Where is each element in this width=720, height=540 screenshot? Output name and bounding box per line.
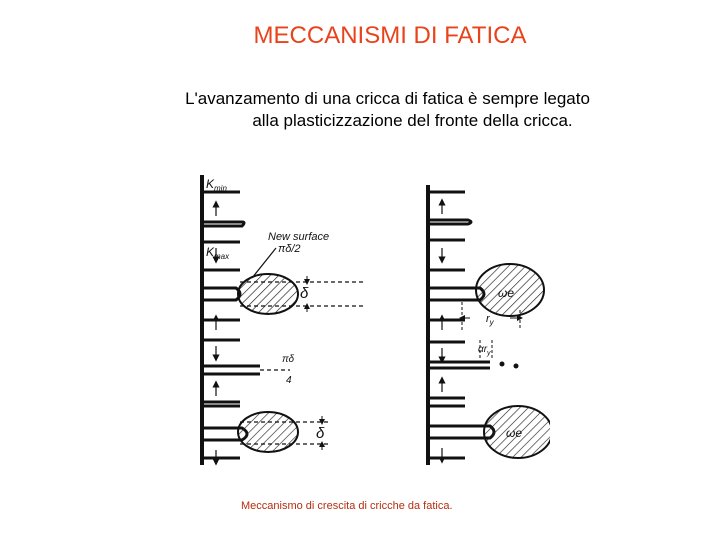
slide-title: MECCANISMI DI FATICA [253, 22, 527, 49]
right-sequence [428, 185, 494, 465]
omega-e-bottom-label: ωe [506, 426, 523, 440]
subtitle-line-1: L'avanzamento di una cricca di fatica è sempre legato [185, 89, 590, 108]
pi-delta-4-num: πδ [282, 354, 295, 365]
omega-e-top-label: ωe [498, 286, 515, 300]
slide-subtitle [0, 88, 720, 132]
k-max-label: $K_{max}$ [206, 245, 230, 261]
new-surface-label: New surface [268, 231, 330, 243]
delta-dimension-arrows [307, 276, 322, 450]
figure-caption: Meccanismo di crescita di cricche da fatica. [241, 500, 453, 512]
fatigue-crack-diagram [180, 170, 550, 480]
r-y-label: $r_y$ [486, 313, 494, 327]
k-min-label: $K_{min}$ [206, 177, 227, 193]
subtitle-line-2: alla plasticizzazione del fronte della cricca. [252, 111, 573, 130]
pi-delta-4-den: 4 [286, 375, 292, 386]
delta-top-label: δ [300, 285, 309, 302]
pi-delta-2-label: πδ/2 [278, 243, 301, 255]
alpha-r-y-label: $\alpha r_y$ [478, 344, 491, 357]
delta-bottom-label: δ [316, 425, 325, 442]
